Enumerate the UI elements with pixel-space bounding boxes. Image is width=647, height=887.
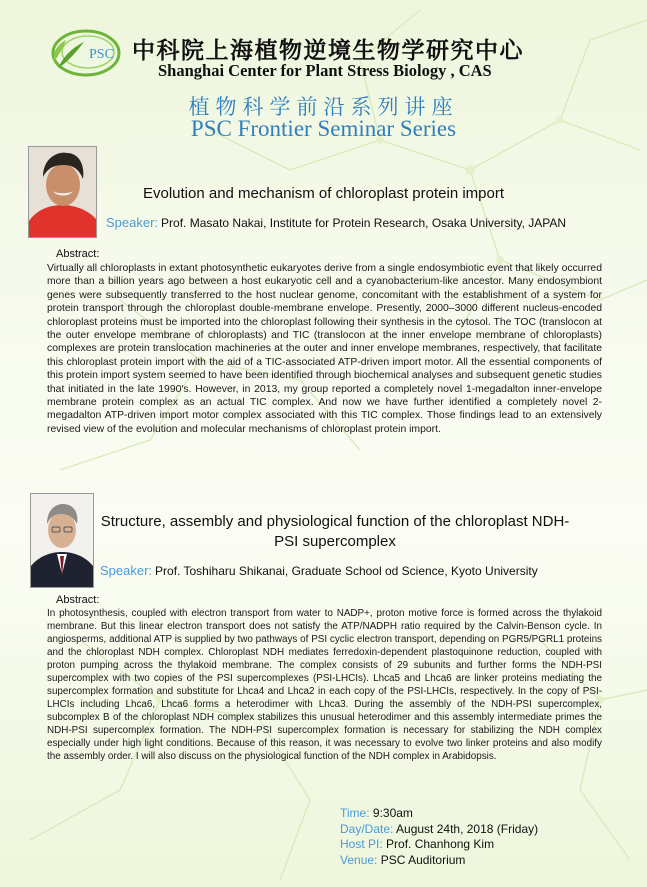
institute-name-english: Shanghai Center for Plant Stress Biology , CAS <box>158 61 492 80</box>
talk-1-abstract-label: Abstract: <box>56 248 100 260</box>
talk-2-speaker <box>100 563 538 578</box>
date-row <box>340 822 538 838</box>
date-value: August 24th, 2018 (Friday) <box>396 821 539 836</box>
talk-2-abstract: In photosynthesis, coupled with electron transport from water to NADP+, proton motive force is formed across the thylakoid membrane. But this linear electron transport does not satisfy the ATP/NADPH ratio required by the Calvin-Benson cycle. In angiosperms, additional ATP is supplied by two pathways of PSI cyclic electron transport, depending on PGR5/PGRL1 proteins and the chloroplast NDH complex. Chloroplast NDH mediates ferredoxin-dependent plastoquinone reduction, coupled with proton pumping across the thylakoid membrane. The complex consists of 29 subunits and further forms the NDH-PSI supercomplex with two copies of the PSI supercomplexes (PSI-LHCIs). Lhca5 and Lhca6 are linker proteins mediating the supercomplex formation and substitute for Lhca4 and Lhca2 in each copy of the PSI-LHCIs, respectively. In the copy of PSI-LHCIs including Lhca6, Lhca6 forms a heterodimer with Lhca3. During the assembly of the NDH-PSI supercomplex, subcomplex B of the chloroplast NDH complex stabilizes this unusual heterodimer and this assembly intermediate primes the NDH-PSI supercomplex formation. The NDH-PSI supercomplex formation is necessary for stabilizing the NDH complex especially under high light conditions. Because of this reason, it was necessary to evolve two linker proteins and also modify the assembly order. I will also discuss on the physiological function of the NDH complex in Arabidopsis. <box>47 608 602 762</box>
speaker-name: Prof. Masato Nakai, Institute for Protein Research, Osaka University, JAPAN <box>161 216 567 230</box>
venue-label: Venue: <box>340 852 378 867</box>
venue-value: PSC Auditorium <box>380 852 466 867</box>
talk-1-abstract: Virtually all chloroplasts in extant photosynthetic eukaryotes derive from a single endosymbiotic event that likely occurred more than a billion years ago between a host eukaryotic cell and a cyanobacterium-like ancestor. Many endosymbiont genes were subsequently transferred to the host nuclear genome, concomitant with the establishment of a system for protein transport through the chloroplast double-membrane envelope. Presently, 2000–3000 different nucleus-encoded chloroplast proteins must be imported into the chloroplast following their synthesis in the cytosol. The TOC (translocon at the outer envelope membrane of chloroplasts) and TIC (translocon at the inner envelope membrane of chloroplasts) complexes are protein translocation machineries at the outer and inner envelope membranes, respectively, that facilitate this chloroplast protein import with the aid of a TIC-associated ATP-driven import motor. All the essential components of this protein import system seemed to have been identified through biochemical analyses and subsequent genetic studies that initiated in the late 1990's. However, in 2013, my group reported a completely novel 1-megadalton inner-envelope membrane protein complex as an actual TIC complex. And now we have further identified a completely novel 2-megadalton ATP-driven import motor complex associated with this TIC complex. Those findings lead to an extensively revised view of the evolution and molecular mechanisms of chloroplast protein import. <box>47 263 602 435</box>
svg-text:PSC: PSC <box>89 47 114 62</box>
seminar-info <box>340 806 538 868</box>
speaker-1-photo <box>28 146 97 238</box>
seminar-series-english: PSC Frontier Seminar Series <box>190 116 457 141</box>
speaker-label: Speaker: <box>100 563 153 578</box>
host-row <box>340 837 538 853</box>
time-label: Time: <box>340 806 370 820</box>
talk-1-speaker <box>106 215 566 230</box>
time-row <box>340 806 538 822</box>
talk-2-title: Structure, assembly and physiological function of the chloroplast NDH-PSI supercomplex <box>100 513 570 550</box>
speaker-label: Speaker: <box>106 215 159 230</box>
date-label: Day/Date: <box>340 821 394 836</box>
speaker-name: Prof. Toshiharu Shikanai, Graduate School od Science, Kyoto University <box>155 564 538 578</box>
speaker-2-photo <box>30 493 94 588</box>
institute-name-chinese: 中科院上海植物逆境生物学研究中心 <box>132 37 524 64</box>
venue-row <box>340 853 538 869</box>
talk-2-abstract-label: Abstract: <box>56 594 100 606</box>
talk-1-title: Evolution and mechanism of chloroplast protein import <box>142 185 505 202</box>
psc-logo-icon <box>48 22 124 82</box>
time-value: 9:30am <box>372 806 413 820</box>
host-label: Host PI: <box>340 837 383 851</box>
seminar-series-chinese: 植物科学前沿系列讲座 <box>188 95 459 119</box>
host-value: Prof. Chanhong Kim <box>386 837 495 851</box>
